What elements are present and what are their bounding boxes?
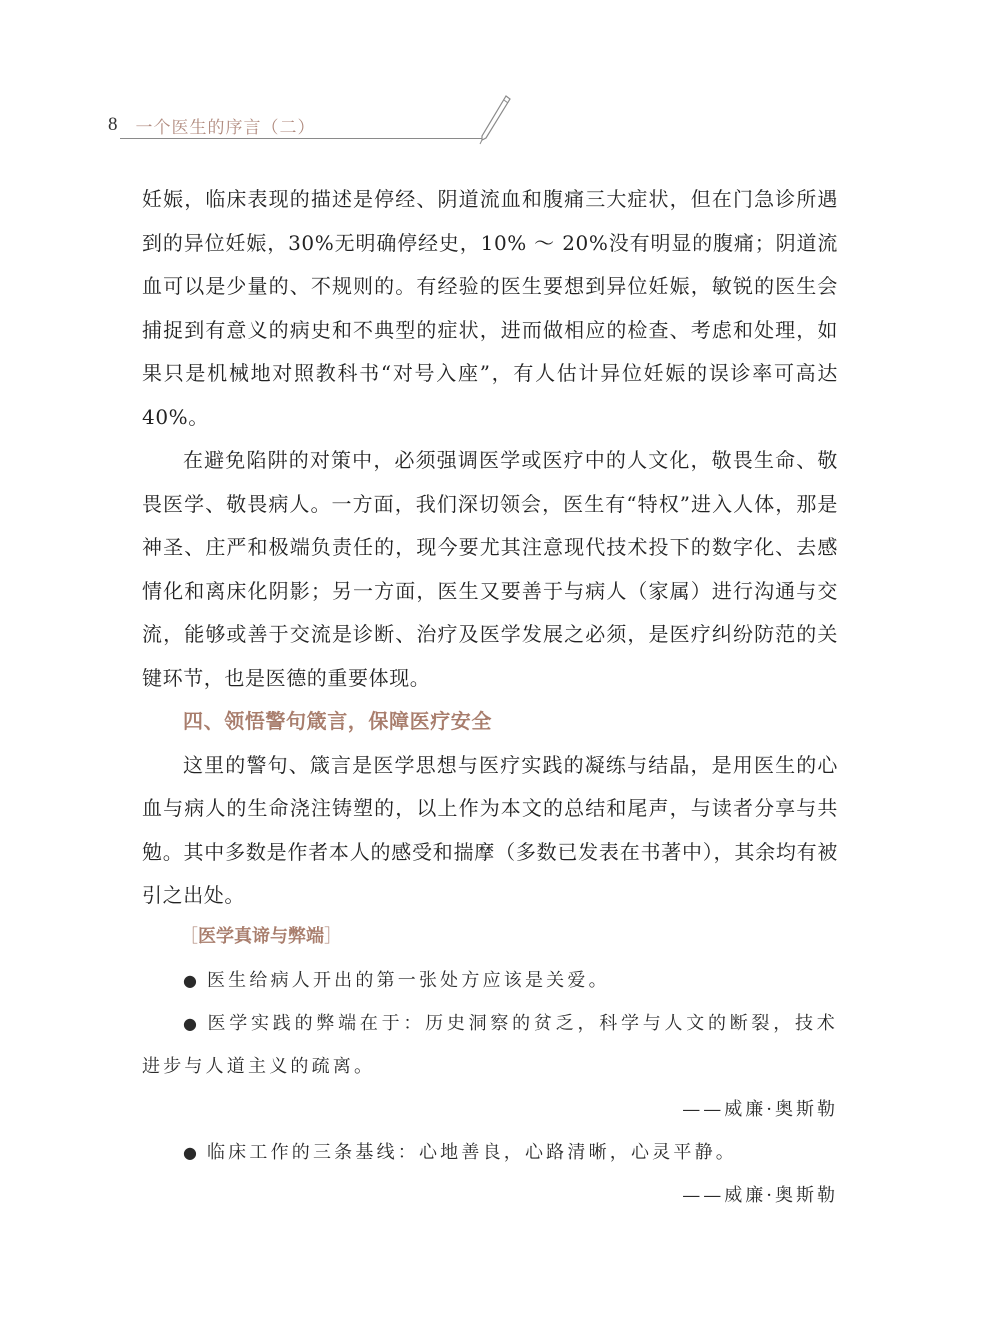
section-heading: 四、领悟警句箴言，保障医疗安全 [183, 709, 492, 733]
paragraph-2: 在避免陷阱的对策中，必须强调医学或医疗中的人文化，敬畏生命、敬畏医学、敬畏病人。一方面，我们深切领会，医生有“特权”进入人体，那是神圣、庄严和极端负责任的，现今要尤其注意现代技术投下的数字化、去感情化和离床化阴影；另一方面，医生又要善于与病人（家属）进行沟通与交流，能够或善于交流是诊断、治疗及医学发展之必须，是医疗纠纷防范的关键环节，也是医德的重要体现。 [142, 448, 838, 690]
quotes-heading [180, 915, 838, 959]
paragraph-3: 这里的警句、箴言是医学思想与医疗实践的凝练与结晶，是用医生的心血与病人的生命浇注铸塑的，以上作为本文的总结和尾声，与读者分享与共勉。其中多数是作者本人的感受和揣摩（多数已发表在书著中），其余均有被引之出处。 [142, 752, 838, 907]
quotes-section [142, 915, 838, 1217]
page-number: 8 [108, 114, 118, 135]
body-text [142, 178, 838, 918]
running-header [108, 110, 316, 140]
quote-attribution: ——威廉·奥斯勒 [682, 1099, 838, 1120]
quotes-title: 医学真谛与弊端 [198, 926, 324, 947]
bullet-icon: ● [183, 1014, 197, 1033]
quote-text: 医生给病人开出的第一张处方应该是关爱。 [206, 970, 610, 991]
open-bracket: ［ [180, 926, 198, 947]
quote-text: 医学实践的弊端在于：历史洞察的贫乏，科学与人文的断裂，技术进步与人道主义的疏离。 [142, 1013, 838, 1077]
pen-icon [470, 94, 514, 146]
chapter-title: 一个医生的序言（二） [135, 117, 316, 138]
paragraph-1: 妊娠，临床表现的描述是停经、阴道流血和腹痛三大症状，但在门急诊所遇到的异位妊娠，30%无明确停经史，10% ～ 20%没有明显的腹痛；阴道流血可以是少量的、不规则的。有经验的医生要想到异位妊娠，敏锐的医生会捕捉到有意义的病史和不典型的症状，进而做相应的检查、考虑和处理，如果只是机械地对照教科书“对号入座”，有人估计异位妊娠的误诊率可高达40%。 [142, 187, 838, 429]
quote-item [142, 1131, 838, 1174]
header-rule [120, 138, 482, 139]
quote-attribution: ——威廉·奥斯勒 [682, 1185, 838, 1206]
quote-item [142, 959, 838, 1002]
bullet-icon: ● [183, 1143, 197, 1162]
quote-text: 临床工作的三条基线：心地善良，心路清晰，心灵平静。 [206, 1142, 737, 1163]
quote-item [142, 1002, 838, 1088]
bullet-icon: ● [183, 971, 197, 990]
close-bracket: ］ [324, 926, 342, 947]
